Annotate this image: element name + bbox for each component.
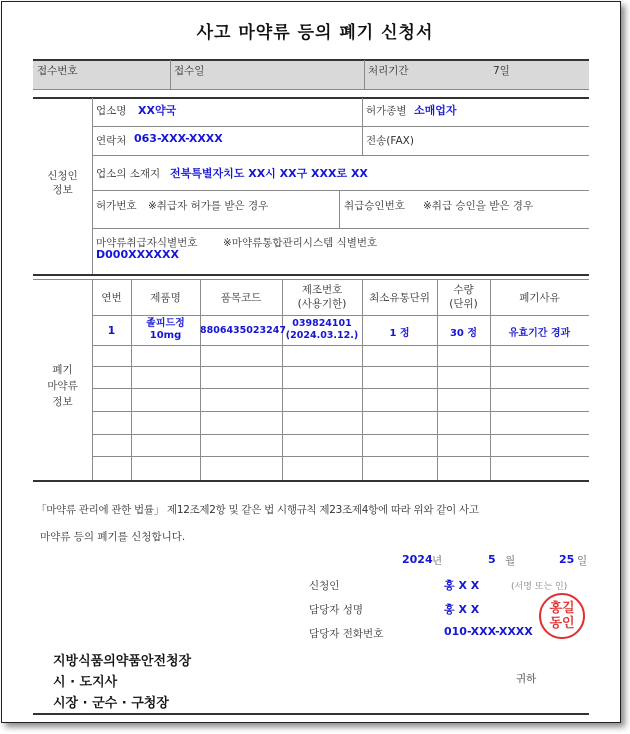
table-row-code: 8806435023247 [200, 325, 286, 336]
col-header-reason: 폐기사유 [519, 292, 560, 304]
fax-label: 전송(FAX) [366, 135, 414, 147]
officer-name-value: 홍 X X [444, 603, 480, 616]
date-year-label: 년 [432, 555, 443, 567]
table-row-no: 1 [107, 324, 116, 337]
officer-phone-value: 010-XXX-XXXX [444, 625, 533, 638]
date-month-value: 5 [488, 553, 496, 566]
license-number-label: 허가번호 [96, 200, 137, 212]
contact-label: 연락처 [96, 135, 127, 147]
addressee-line-2: 시 · 도지사 [53, 675, 118, 690]
date-day-label: 일 [577, 555, 588, 567]
address-value: 전북특별자치도 XX시 XX구 XXX로 XX [170, 167, 368, 180]
processing-period-label: 처리기간 [368, 65, 409, 77]
col-header-lot: 제조번호 (사용기한) [297, 284, 347, 310]
applicant-sign-value: 홍 X X [444, 579, 480, 592]
license-type-value: 소매업자 [414, 104, 457, 117]
table-row-unit: 1 정 [389, 328, 410, 339]
date-year-value: 2024 [402, 553, 433, 566]
business-name-value: XX약국 [138, 104, 177, 117]
applicant-section-label: 신청인 정보 [47, 170, 78, 196]
handler-id-note: ※마약류통합관리시스템 식별번호 [223, 237, 378, 249]
col-header-qty: 수량 (단위) [449, 284, 478, 310]
disposal-section-label: 폐기 마약류 정보 [47, 364, 78, 408]
processing-period-value: 7일 [493, 65, 510, 77]
receipt-number-label: 접수번호 [37, 65, 78, 77]
applicant-sign-label: 신청인 [309, 580, 340, 592]
table-row-product: 졸피드정 10mg [146, 318, 185, 341]
honorific: 귀하 [516, 673, 537, 685]
col-header-product: 제품명 [150, 292, 181, 304]
approval-number-label: 취급승인번호 [344, 200, 405, 212]
license-number-note: ※취급자 허가를 받은 경우 [148, 200, 269, 212]
approval-number-note: ※취급 승인을 받은 경우 [423, 200, 534, 212]
col-header-code: 품목코드 [220, 292, 262, 304]
handler-id-value: D000XXXXXX [96, 248, 179, 261]
date-day-value: 25 [559, 553, 575, 566]
receipt-date-label: 접수일 [174, 65, 205, 77]
addressee-line-3: 시장 · 군수 · 구청장 [53, 696, 169, 711]
col-header-no: 연번 [101, 292, 122, 304]
handler-id-label: 마약류취급자식별번호 [96, 237, 198, 249]
seal-stamp: 홍길 동인 [539, 593, 585, 639]
address-label: 업소의 소재지 [96, 168, 161, 180]
contact-value: 063-XXX-XXXX [134, 132, 223, 145]
table-row-lot: 039824101 (2024.03.12.) [285, 318, 359, 341]
statement-line-1: 「마약류 관리에 관한 법률」 제12조제2항 및 같은 법 시행규칙 제23조제4항에 따라 위와 같이 사고 [36, 504, 479, 516]
form-title: 사고 마약류 등의 폐기 신청서 [196, 23, 434, 43]
table-row-reason: 유효기간 경과 [508, 328, 571, 339]
col-header-unit: 최소유통단위 [369, 292, 430, 304]
officer-name-label: 담당자 성명 [309, 604, 364, 616]
date-month-label: 월 [505, 555, 516, 567]
addressee-line-1: 지방식품의약품안전청장 [53, 654, 192, 669]
license-type-label: 허가종별 [366, 105, 407, 117]
signature-hint: (서명 또는 인) [511, 582, 568, 592]
table-row-qty: 30 정 [449, 328, 478, 339]
business-name-label: 업소명 [96, 105, 127, 117]
officer-phone-label: 담당자 전화번호 [309, 628, 384, 640]
statement-line-2: 마약류 등의 폐기를 신청합니다. [40, 531, 186, 543]
